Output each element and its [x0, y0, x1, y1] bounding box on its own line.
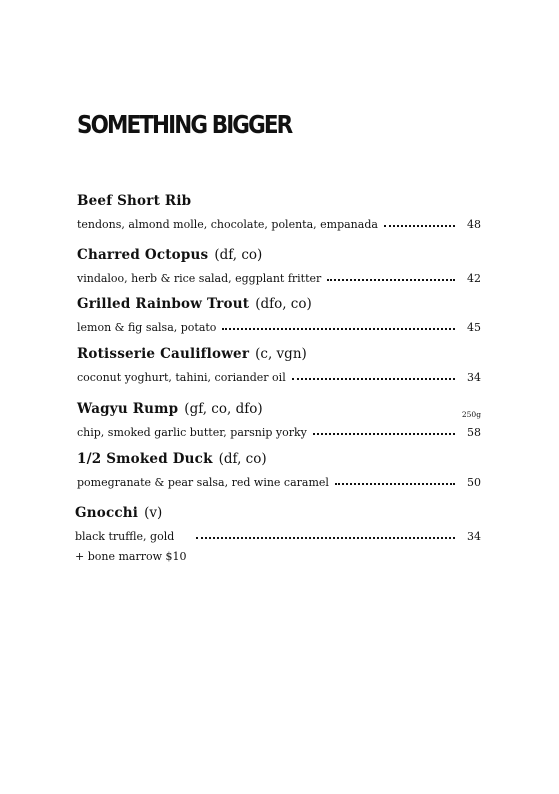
menu-item-wagyu-rump — [77, 400, 481, 441]
menu-item-grilled-rainbow-trout — [77, 295, 481, 336]
dot-leader — [327, 279, 455, 281]
item-name: Gnocchi — [75, 505, 139, 521]
item-price: 45 — [467, 321, 481, 334]
item-price: 34 — [467, 530, 481, 543]
item-price: 50 — [467, 476, 481, 489]
item-tags: (dfo, co) — [255, 296, 312, 312]
menu-item-charred-octopus — [77, 246, 481, 287]
add-on-option: + bone marrow $10 — [75, 550, 187, 563]
item-name: Beef Short Rib — [77, 193, 192, 209]
item-name: Rotisserie Cauliflower — [77, 346, 250, 362]
dot-leader — [196, 537, 455, 539]
item-tags: (c, vgn) — [255, 346, 307, 362]
menu-item-smoked-duck — [77, 450, 481, 491]
item-price: 42 — [467, 272, 481, 285]
item-description: pomegranate & pear salsa, red wine caramel — [77, 476, 329, 489]
item-description: chip, smoked garlic butter, parsnip yorky — [77, 426, 307, 439]
item-tags: (gf, co, dfo) — [184, 401, 263, 417]
item-description: tendons, almond molle, chocolate, polenta, empanada — [77, 218, 378, 231]
item-price: 34 — [467, 371, 481, 384]
dot-leader — [335, 483, 455, 485]
dot-leader — [222, 328, 455, 330]
item-tags: (df, co) — [218, 451, 267, 467]
item-description: black truffle, gold — [75, 530, 175, 543]
dot-leader — [384, 225, 455, 227]
item-description: coconut yoghurt, tahini, coriander oil — [77, 371, 286, 384]
dot-leader — [292, 378, 455, 380]
item-name: 1/2 Smoked Duck — [77, 451, 213, 467]
item-name: Charred Octopus — [77, 247, 209, 263]
item-description: vindaloo, herb & rice salad, eggplant fritter — [77, 272, 322, 285]
item-tags: (df, co) — [214, 247, 263, 263]
item-name: Wagyu Rump — [77, 401, 179, 417]
section-title: SOMETHING BIGGER — [77, 110, 292, 139]
item-tags: (v) — [144, 505, 163, 521]
menu-item-beef-short-rib — [77, 192, 481, 233]
menu-item-gnocchi — [75, 504, 481, 565]
dot-leader — [313, 433, 455, 435]
item-description: lemon & fig salsa, potato — [77, 321, 217, 334]
item-price: 58 — [467, 426, 481, 439]
item-name: Grilled Rainbow Trout — [77, 296, 250, 312]
item-price: 48 — [467, 218, 481, 231]
portion-size: 250g — [461, 410, 481, 419]
menu-item-rotisserie-cauliflower — [77, 345, 481, 386]
